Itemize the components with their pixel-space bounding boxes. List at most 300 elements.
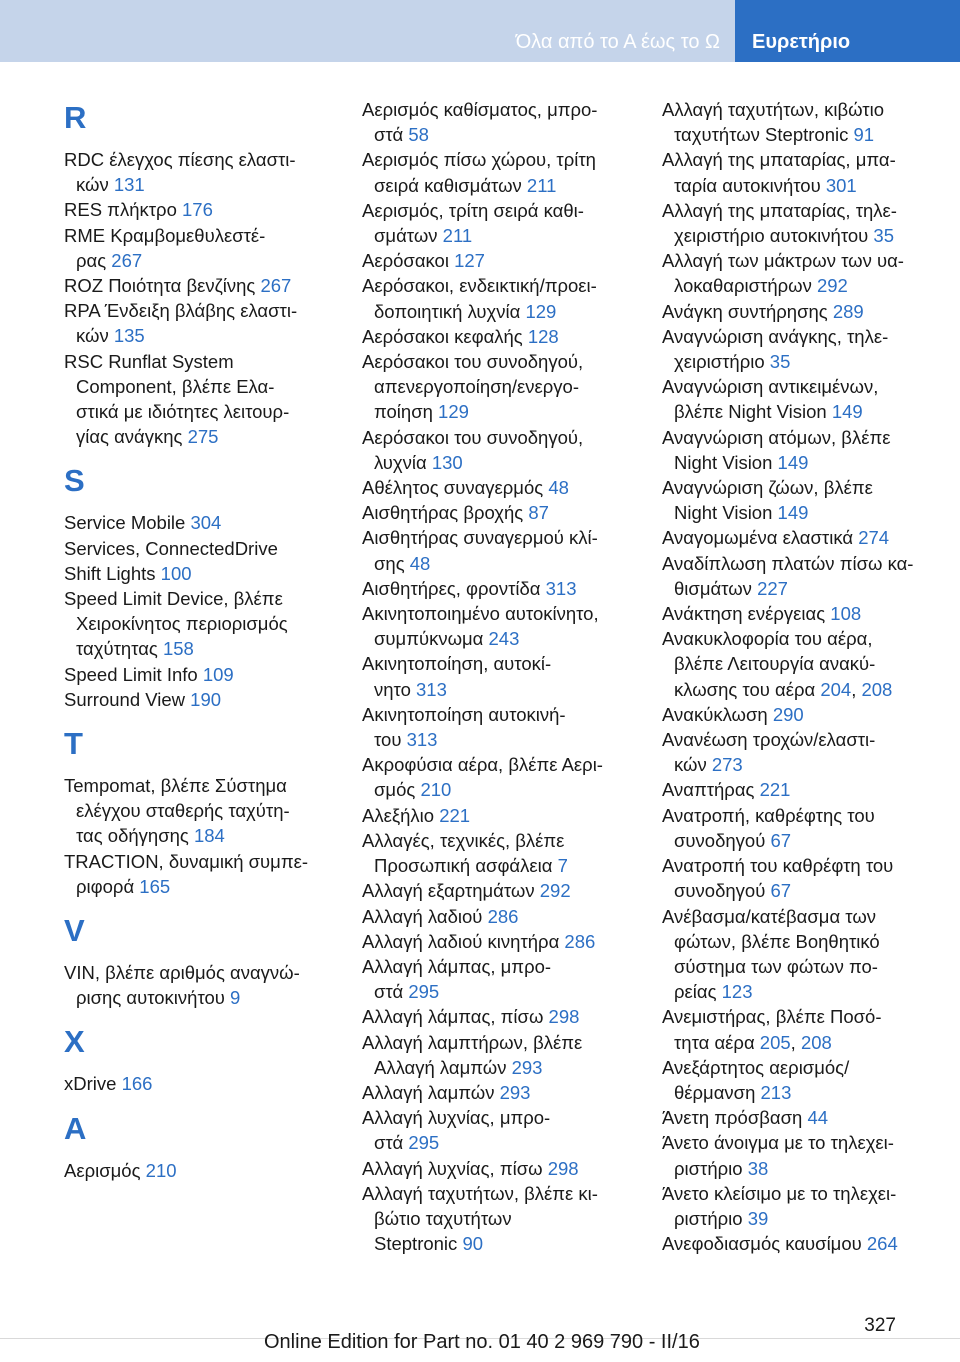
index-entry-line (662, 777, 952, 802)
index-entry-text: Άνετο κλείσιμο με το τηλεχει- (662, 1182, 897, 1204)
index-letter-heading: A (64, 1110, 87, 1146)
index-entry-line (662, 954, 952, 979)
index-entry-text: Προσωπική ασφάλεια (374, 855, 553, 877)
index-entry-text: κών (76, 325, 109, 347)
index-entry-line (362, 299, 638, 324)
index-entry-text: Αερισμός πίσω χώρου, τρίτη (362, 149, 596, 171)
page-reference-link[interactable]: 127 (454, 250, 485, 272)
index-entry-line (662, 525, 952, 550)
index-entry (362, 147, 638, 197)
index-entry-text: κλωσης του αέρα (674, 678, 816, 700)
index-entry-text: λοκαθαριστήρων (674, 275, 812, 297)
page-reference-link[interactable]: 67 (770, 829, 792, 851)
index-entry-line (64, 849, 336, 874)
index-entry-line (362, 248, 638, 273)
index-entry-line (662, 324, 952, 349)
index-entry-text: RSC Runflat System (64, 350, 234, 372)
index-entry-line (64, 248, 336, 273)
index-entry (64, 197, 336, 222)
index-entry (362, 475, 638, 500)
index-entry (362, 273, 638, 323)
index-entry-text: βώτιο ταχυτήτων (374, 1207, 512, 1229)
index-entry-text: Αναγνώριση ζώων, βλέπε (662, 477, 873, 499)
index-entry-text: Αισθητήρας βροχής (362, 502, 524, 524)
index-entry-line (662, 651, 952, 676)
index-entry-text: Αλλαγή της μπαταρίας, τηλε- (662, 199, 897, 221)
page-reference-link[interactable]: 90 (462, 1233, 484, 1255)
page-reference-link[interactable]: 39 (747, 1207, 769, 1229)
index-entry-text: Surround View (64, 688, 186, 710)
index-entry-text: Ακινητοποιημένο αυτοκίνητο, (362, 603, 599, 625)
page-reference-link[interactable]: 128 (527, 325, 559, 347)
page-reference-link[interactable]: 7 (557, 855, 568, 877)
page-reference-link[interactable]: 176 (182, 199, 213, 221)
index-entry-line (64, 798, 336, 823)
index-entry-text: Ανακυκλοφορία του αέρα, (662, 628, 873, 650)
page-reference-link[interactable]: 313 (406, 729, 438, 751)
index-entry-line (64, 687, 336, 712)
index-entry-line (362, 777, 638, 802)
index-entry (362, 324, 638, 349)
index-entry-text: ρείας (674, 981, 717, 1003)
index-entry-text: ταχύτητας (76, 638, 158, 660)
page-reference-link[interactable]: 91 (853, 124, 875, 146)
index-entry-text: Αερισμός (64, 1159, 141, 1181)
index-entry-text: RME Κραμβομεθυλεστέ- (64, 224, 266, 246)
index-entry-text: Χειροκίνητος περιορισμός (76, 613, 288, 635)
page-reference-link[interactable]: 289 (832, 300, 864, 322)
page-reference-link[interactable]: 130 (431, 451, 463, 473)
index-entry-line (64, 510, 336, 535)
index-entry-line (662, 349, 952, 374)
index-entry-line (662, 828, 952, 853)
index-entry-text: Αερισμός καθίσματος, μπρο- (362, 99, 598, 120)
index-entry-line (362, 979, 638, 1004)
index-entry (64, 1071, 336, 1096)
index-entry-text: Αλλαγή λάμπας, πίσω (362, 1006, 544, 1028)
index-entry-line (362, 122, 638, 147)
index-entry-line (662, 248, 952, 273)
page-reference-link[interactable]: 108 (830, 603, 862, 625)
index-entry-text: Ανάκτηση ενέργειας (662, 603, 826, 625)
index-entry-text: Άνετο άνοιγμα με το τηλεχει- (662, 1132, 894, 1154)
page-reference-link[interactable]: 38 (747, 1157, 769, 1179)
index-entry-line (362, 1105, 638, 1130)
index-entry-line (362, 651, 638, 676)
index-entry-text: συνοδηγού (674, 829, 766, 851)
index-entry-line (662, 601, 952, 626)
index-entry (362, 904, 638, 929)
index-entry-line (64, 773, 336, 798)
index-entry-text: Service Mobile (64, 512, 186, 534)
index-entry-line (662, 198, 952, 223)
index-entry-text: στά (374, 1132, 404, 1154)
page-reference-link[interactable]: 165 (139, 875, 171, 897)
index-entry-line (64, 172, 336, 197)
index-entry-line (362, 1206, 638, 1231)
index-entry-text: Αναγνώριση αντικειμένων, (662, 376, 879, 398)
index-entry-line (64, 960, 336, 985)
page-reference-link[interactable]: 292 (816, 275, 848, 297)
index-entry-text: Άνετη πρόσβαση (662, 1107, 803, 1129)
index-entry-line (362, 752, 638, 777)
index-entry-text: ρισης αυτοκινήτου (76, 987, 225, 1009)
index-entry-line (662, 399, 952, 424)
index-entry (64, 687, 336, 712)
index-entry-text: σύστημα των φώτων πο- (674, 955, 878, 977)
page-reference-link[interactable]: 210 (420, 779, 452, 801)
index-entry (362, 1181, 638, 1257)
index-entry-text: xDrive (64, 1073, 117, 1095)
index-entry-line (662, 1004, 952, 1029)
index-entry-line (362, 97, 638, 122)
index-entry-text: Αναπτήρας (662, 779, 755, 801)
page-reference-link[interactable]: 87 (528, 502, 549, 524)
page-reference-link[interactable]: 292 (539, 880, 571, 902)
index-entry-line: τητα αέρα 205, 208 (674, 1031, 832, 1053)
page-reference-link[interactable]: 298 (548, 1006, 580, 1028)
index-entry-line (64, 298, 336, 323)
index-entry-line (64, 374, 336, 399)
index-entry-line (64, 662, 336, 687)
page-reference-link[interactable]: 286 (564, 930, 596, 952)
index-entry-text: ελέγχου σταθερής ταχύτη- (76, 800, 290, 822)
page-reference-link[interactable]: 298 (547, 1157, 579, 1179)
index-entry-line (662, 97, 952, 122)
page-reference-link[interactable]: 274 (858, 527, 890, 549)
index-entry-line (362, 1080, 638, 1105)
page-reference-link[interactable]: 149 (831, 401, 863, 423)
page-reference-link[interactable]: 211 (442, 225, 473, 247)
page-reference-link[interactable]: 211 (526, 174, 557, 196)
index-entry-line (362, 173, 638, 198)
index-entry-text: στικά με ιδιότητες λειτουρ- (76, 401, 290, 423)
index-entry-line (362, 198, 638, 223)
index-entry (662, 702, 952, 727)
index-entry-text: συνοδηγού (674, 880, 766, 902)
index-entry (362, 1156, 638, 1181)
index-entry-text: σμός (374, 779, 416, 801)
index-entry-text: Ακινητοποίηση αυτοκινή- (362, 703, 566, 725)
index-entry (362, 601, 638, 651)
index-entry-line (64, 1071, 336, 1096)
page-reference-link[interactable]: 295 (408, 1132, 440, 1154)
index-entry-line (64, 1158, 336, 1183)
index-entry-line (662, 979, 952, 1004)
index-entry (662, 97, 952, 147)
index-entry (662, 374, 952, 424)
page-reference-link[interactable]: 129 (438, 401, 469, 423)
index-entry-text: Αλλαγή λαμπών (374, 1056, 507, 1078)
index-entry-text: Αερισμός, τρίτη σειρά καθι- (362, 199, 584, 221)
page-reference-link[interactable]: 44 (807, 1107, 829, 1129)
index-entry (64, 536, 336, 561)
index-entry-text: Ανεφοδιασμός καυσίμου (662, 1233, 862, 1255)
index-entry-text: Αερόσακοι κεφαλής (362, 325, 523, 347)
index-entry-line (662, 853, 952, 878)
index-letter-heading: S (64, 463, 85, 499)
index-entry-line (64, 586, 336, 611)
page-reference-link[interactable]: 9 (230, 987, 241, 1009)
index-entry-line (662, 1055, 952, 1080)
page-reference-link[interactable]: 48 (548, 477, 569, 499)
index-entry-text: Ακροφύσια αέρα, βλέπε Αερι- (362, 754, 603, 776)
page-reference-link[interactable]: 304 (190, 512, 222, 534)
page-reference-link[interactable]: 286 (487, 905, 519, 927)
index-entry-line (662, 273, 952, 298)
index-entry-text: Αλλαγή λυχνίας, πίσω (362, 1157, 543, 1179)
index-entry (64, 662, 336, 687)
index-entry-line (662, 122, 952, 147)
index-entry (362, 954, 638, 1004)
index-entry-line (662, 299, 952, 324)
index-entry-text: Component, βλέπε Ελα- (76, 375, 275, 397)
page-reference-link[interactable]: 243 (488, 628, 520, 650)
page-reference-link[interactable]: 35 (873, 225, 894, 247)
index-entry (362, 1105, 638, 1155)
index-entry-line (662, 929, 952, 954)
page-reference-link[interactable]: 190 (190, 688, 222, 710)
index-entry-line (64, 536, 336, 561)
page-reference-link[interactable]: 210 (145, 1159, 177, 1181)
index-entry-line (64, 399, 336, 424)
index-entry-line (362, 525, 638, 550)
index-letter-heading: X (64, 1024, 85, 1060)
index-entry-text: Ανανέωση τροχών/ελαστι- (662, 729, 876, 751)
page-reference-link[interactable]: 135 (113, 325, 145, 347)
index-entry-text: Αερόσακοι του συνοδηγού, (362, 426, 584, 448)
section-title: Όλα από το Α έως το Ω (515, 31, 720, 53)
page-reference-link[interactable]: 208 (861, 678, 893, 700)
index-entry (362, 500, 638, 525)
index-entry (362, 1080, 638, 1105)
page-reference-link[interactable]: 313 (545, 577, 577, 599)
index-entry-line (64, 273, 336, 298)
index-entry-text: θέρμανση (674, 1081, 756, 1103)
index-entry-text: RPA Ένδειξη βλάβης ελαστι- (64, 300, 298, 322)
page-reference-link[interactable]: 100 (160, 562, 192, 584)
page-reference-link[interactable]: 264 (866, 1233, 898, 1255)
page-reference-link[interactable]: 109 (202, 663, 234, 685)
index-entry-text: χειριστήριο αυτοκινήτου (674, 225, 869, 247)
index-entry (662, 425, 952, 475)
page-reference-link[interactable]: 123 (721, 981, 753, 1003)
index-entry-text: βλέπε Λειτουργία ανακύ- (674, 653, 876, 675)
index-entry-line (662, 752, 952, 777)
index-entry-text: RES πλήκτρο (64, 199, 177, 221)
index-entry-text: Ανατροπή, καθρέφτης του (662, 804, 875, 826)
page-reference-link[interactable]: 67 (770, 880, 792, 902)
index-entry (662, 1004, 952, 1054)
index-entry-line (362, 450, 638, 475)
index-entry-line (64, 323, 336, 348)
index-entry-line (64, 611, 336, 636)
page-reference-link[interactable]: 204 (820, 678, 852, 700)
page-reference-link[interactable]: 290 (772, 703, 804, 725)
page-reference-link[interactable]: 149 (777, 451, 809, 473)
page-reference-link[interactable]: 293 (511, 1056, 543, 1078)
index-entry-text: ριστήριο (674, 1207, 743, 1229)
index-entry-text: γίας ανάγκης (76, 426, 183, 448)
index-entry-text: χειριστήριο (674, 351, 765, 373)
page-reference-link[interactable]: 295 (408, 981, 440, 1003)
index-entry-line (362, 425, 638, 450)
index-entry (64, 586, 336, 662)
page-reference-link[interactable]: 221 (439, 804, 471, 826)
index-entry-text: Night Vision (674, 502, 773, 524)
index-entry-line (362, 626, 638, 651)
page-reference-link[interactable]: 48 (409, 552, 431, 574)
index-entry-text: Αερόσακοι, ενδεικτική/προει- (362, 275, 597, 297)
index-entry-text: Αισθητήρες, φροντίδα (362, 577, 541, 599)
index-column-2 (362, 97, 638, 1256)
index-entry-line (64, 197, 336, 222)
index-entry-text: Αλλαγή της μπαταρίας, μπα- (662, 149, 896, 171)
index-entry-line (64, 636, 336, 661)
index-entry-text: TRACTION, δυναμική συμπε- (64, 850, 309, 872)
page-reference-link[interactable]: 158 (162, 638, 194, 660)
page-reference-link[interactable]: 131 (113, 174, 145, 196)
index-entry-line (64, 349, 336, 374)
index-entry-text: του (374, 729, 402, 751)
index-entry-text: Αερόσακοι του συνοδηγού, (362, 351, 584, 373)
index-entry-text: Αλλαγή λυχνίας, μπρο- (362, 1107, 551, 1129)
index-entry-line (362, 677, 638, 702)
page-reference-link[interactable]: 293 (499, 1081, 531, 1103)
index-entry-text: Ανέβασμα/κατέβασμα των (662, 905, 877, 927)
index-entry-text: Αερόσακοι (362, 250, 449, 272)
index-entry-line (362, 324, 638, 349)
page-reference-link[interactable]: 208 (800, 1031, 832, 1053)
index-entry-line (662, 576, 952, 601)
index-entry (662, 248, 952, 298)
index-entry (662, 853, 952, 903)
index-entry-text: Tempomat, βλέπε Σύστημα (64, 775, 287, 797)
index-entry (362, 1030, 638, 1080)
page-reference-link[interactable]: 267 (260, 275, 292, 297)
page-reference-link[interactable]: 149 (777, 502, 809, 524)
page-reference-link[interactable]: 267 (111, 249, 143, 271)
index-entry-line (662, 626, 952, 651)
page-reference-link[interactable]: 227 (757, 577, 788, 599)
index-entry-line (362, 828, 638, 853)
index-entry-text: Αλλαγή λαδιού (362, 905, 483, 927)
index-entry (64, 349, 336, 450)
index-entry-line (64, 424, 336, 449)
index-entry-line (662, 1130, 952, 1155)
index-entry-text: σειρά καθισμάτων (374, 174, 522, 196)
index-entry-text: Αναδίπλωση πλατών πίσω κα- (662, 552, 914, 574)
index-entry (64, 147, 336, 197)
index-entry-text: Αλλαγή εξαρτημάτων (362, 880, 535, 902)
index-letter-heading: V (64, 913, 85, 949)
index-entry-line (662, 1181, 952, 1206)
index-letter-heading: R (64, 100, 87, 135)
index-entry-text: ποίηση (374, 401, 433, 423)
index-entry (362, 248, 638, 273)
index-entry (362, 576, 638, 601)
index-entry (362, 198, 638, 248)
page-reference-link[interactable]: 273 (711, 754, 743, 776)
index-entry-text: κών (674, 754, 707, 776)
index-entry-line (362, 1030, 638, 1055)
index-entry-line (362, 374, 638, 399)
page-reference-link[interactable]: 313 (416, 678, 447, 700)
index-entry-line (662, 500, 952, 525)
index-entry-line (64, 147, 336, 172)
index-entry (662, 803, 952, 853)
index-entry-line (64, 561, 336, 586)
index-entry (662, 475, 952, 525)
index-entry-line (362, 1004, 638, 1029)
index-entry (362, 828, 638, 878)
index-entry-text: ρας (76, 249, 107, 271)
index-entry (362, 425, 638, 475)
index-entry (362, 803, 638, 828)
index-entry-text: σης (374, 552, 405, 574)
index-entry (662, 324, 952, 374)
page-reference-link[interactable]: 166 (121, 1073, 153, 1095)
page-reference-link[interactable]: 205 (759, 1031, 791, 1053)
page-reference-link[interactable]: 221 (759, 779, 791, 801)
page-reference-link[interactable]: 213 (760, 1081, 792, 1103)
page-reference-link[interactable]: 129 (525, 300, 557, 322)
index-entry-text: φώτων, βλέπε Βοηθητικό (674, 930, 880, 952)
index-entry-text: Ακινητοποίηση, αυτοκί- (362, 653, 552, 675)
page-reference-link[interactable]: 275 (187, 426, 219, 448)
index-entry-line (362, 223, 638, 248)
index-entry-line (362, 399, 638, 424)
index-entry-text: Αλλαγή λαμπτήρων, βλέπε (362, 1031, 583, 1053)
index-entry-line (362, 475, 638, 500)
page-reference-link[interactable]: 58 (408, 124, 429, 146)
page-reference-link[interactable]: 35 (769, 351, 791, 373)
index-entry (362, 349, 638, 425)
index-entry-line (662, 374, 952, 399)
index-entry-line (362, 727, 638, 752)
index-entry (662, 1231, 952, 1256)
index-entry (362, 1004, 638, 1029)
index-entry (662, 1181, 952, 1231)
index-entry-line (362, 576, 638, 601)
index-entry (64, 849, 336, 899)
index-entry (662, 1130, 952, 1180)
index-entry-text: απενεργοποίηση/ενεργο- (374, 376, 580, 398)
page-reference-link[interactable]: 184 (193, 825, 225, 847)
index-entry-text: Services, ConnectedDrive (64, 537, 278, 559)
index-entry-line (64, 823, 336, 848)
index-entry-line (64, 874, 336, 899)
index-entry-text: στά (374, 124, 404, 146)
index-entry-text: Αισθητήρας συναγερμού κλί- (362, 527, 598, 549)
index-entry-line (662, 1231, 952, 1256)
index-entry-text: Night Vision (674, 451, 773, 473)
index-entry-text: κών (76, 174, 109, 196)
index-entry (362, 525, 638, 575)
index-entry (662, 147, 952, 197)
index-entry-line (362, 954, 638, 979)
index-entry (662, 626, 952, 702)
index-entry-line (662, 173, 952, 198)
index-entry-text: τας οδήγησης (76, 825, 189, 847)
page-reference-link[interactable]: 301 (825, 174, 857, 196)
index-entry-text: Shift Lights (64, 562, 156, 584)
index-entry-text: Αναγνώριση ανάγκης, τηλε- (662, 325, 889, 347)
index-entry-line (662, 223, 952, 248)
index-entry-line (662, 147, 952, 172)
index-entry-text: δοποιητική λυχνία (374, 300, 521, 322)
index-entry-line (362, 853, 638, 878)
